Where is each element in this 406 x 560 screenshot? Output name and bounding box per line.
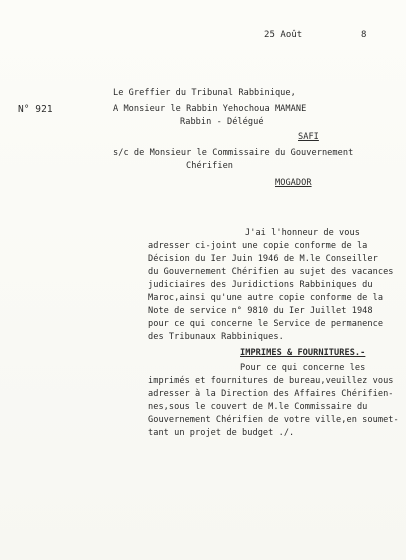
body-line-1: J'ai l'honneur de vous [245, 228, 360, 238]
reference-number: N° 921 [18, 104, 53, 115]
page-number: 8 [361, 30, 367, 40]
body2-line-1: Pour ce qui concerne les [240, 363, 366, 373]
body2-line-6: tant un projet de budget ./. [148, 428, 295, 438]
body2-line-5: Gouvernement Chérifien de votre ville,en soumet- [148, 415, 399, 425]
recipient-city: SAFI [298, 132, 319, 142]
body-line-4: du Gouvernement Chérifien au sujet des vacances [148, 267, 394, 277]
recipient-name: MAMANE [274, 104, 307, 114]
body2-line-3: adresser à la Direction des Affaires Chérifien- [148, 389, 394, 399]
via-line1: s/c de Monsieur le Commissaire du Gouvernement [113, 148, 354, 158]
recipient-prefix: A Monsieur le Rabbin Yehochoua [113, 104, 275, 114]
body-line-2: adresser ci-joint une copie conforme de la [148, 241, 368, 251]
body-line-9: des Tribunaux Rabbiniques. [148, 332, 284, 342]
sender-line: Le Greffier du Tribunal Rabbinique, [113, 88, 296, 98]
body-line-6: Maroc,ainsi qu'une autre copie conforme de la [148, 293, 384, 303]
via-line2: Chérifien [186, 161, 234, 171]
recipient-title: Rabbin - Délégué [180, 117, 264, 127]
body2-line-2: imprimés et fournitures de bureau,veuillez vous [148, 376, 394, 386]
body2-line-4: nes,sous le couvert de M.le Commissaire du [148, 402, 368, 412]
section-heading: IMPRIMES & FOURNITURES.- [240, 348, 366, 358]
date: 25 Août [264, 30, 303, 40]
body-line-7: Note de service n° 9810 du Ier Juillet 1948 [148, 306, 373, 316]
recipient-line1 [113, 104, 306, 115]
via-city: MOGADOR [275, 178, 312, 188]
body-line-3: Décision du Ier Juin 1946 de M.le Conseiller [148, 254, 378, 264]
body-line-8: pour ce qui concerne le Service de permanence [148, 319, 384, 329]
body-line-5: judiciaires des Juridictions Rabbiniques du [148, 280, 373, 290]
